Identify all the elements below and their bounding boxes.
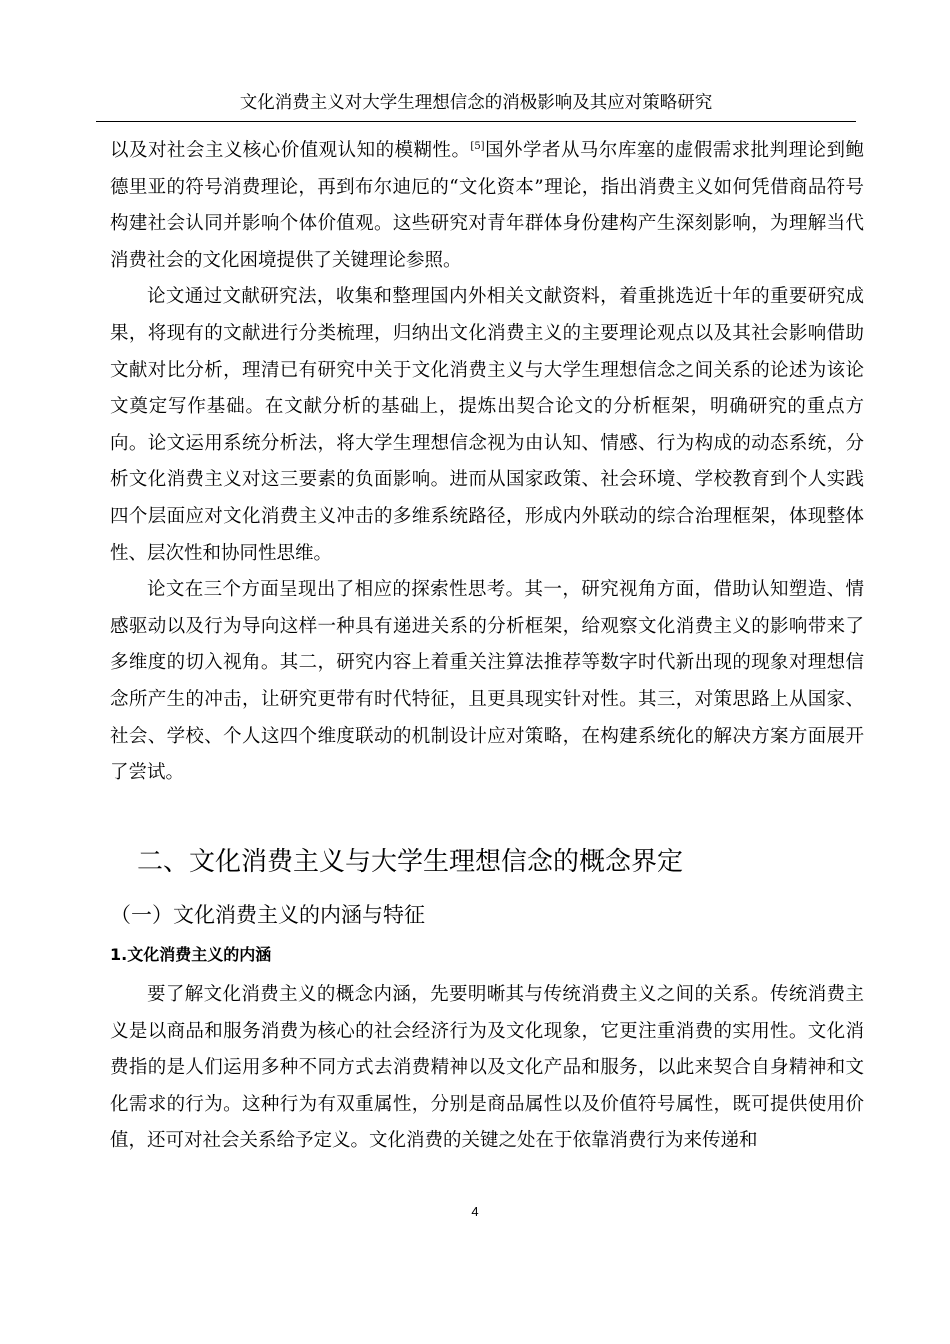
page-number: 4 [471, 1204, 479, 1219]
section-heading: （一）文化消费主义的内涵与特征 [110, 903, 425, 927]
paragraph-1-text-b: 国外学者从马尔库塞的虚假需求批判理论到鲍德里亚的符号消费理论，再到布尔迪厄的“文化资本”理论，指出消费主义如何凭借商品符号构建社会认同并影响个体价值观。这些研究对青年群体身份建构产生深刻影响，为理解当代消费社会的文化困境提供了关键理论参照。 [110, 140, 864, 271]
body-section-2 [110, 977, 864, 1160]
citation-marker: [5] [470, 140, 485, 152]
paragraph-4: 要了解文化消费主义的概念内涵，先要明晰其与传统消费主义之间的关系。传统消费主义是以商品和服务消费为核心的社会经济行为及文化现象，它更注重消费的实用性。文化消费指的是人们运用多种不同方式去消费精神以及文化产品和服务，以此来契合自身精神和文化需求的行为。这种行为有双重属性，分别是商品属性以及价值符号属性，既可提供使用价值，还可对社会关系给予定义。文化消费的关键之处在于依靠消费行为来传递和 [110, 984, 864, 1152]
running-title: 文化消费主义对大学生理想信念的消极影响及其应对策略研究 [239, 93, 713, 113]
paragraph-2: 论文通过文献研究法，收集和整理国内外相关文献资料，着重挑选近十年的重要研究成果，将现有的文献进行分类梳理，归纳出文化消费主义的主要理论观点以及其社会影响借助文献对比分析，理清已有研究中关于文化消费主义与大学生理想信念之间关系的论述为该论文奠定写作基础。在文献分析的基础上，提炼出契合论文的分析框架，明确研究的重点方向。论文运用系统分析法，将大学生理想信念视为由认知、情感、行为构成的动态系统，分析文化消费主义对这三要素的负面影响。进而从国家政策、社会环境、学校教育到个人实践四个层面应对文化消费主义冲击的多维系统路径，形成内外联动的综合治理框架，体现整体性、层次性和协同性思维。 [110, 286, 864, 564]
chapter-heading: 二、文化消费主义与大学生理想信念的概念界定 [137, 847, 684, 877]
running-header [96, 92, 856, 122]
paragraph-1 [110, 133, 864, 279]
subsection-heading: 1.文化消费主义的内涵 [110, 945, 272, 964]
paragraph-1-text-a: 以及对社会主义核心价值观认知的模糊性。 [110, 140, 471, 161]
body-section-1 [110, 133, 864, 792]
paragraph-3: 论文在三个方面呈现出了相应的探索性思考。其一，研究视角方面，借助认知塑造、情感驱动以及行为导向这样一种具有递进关系的分析框架，给观察文化消费主义的影响带来了多维度的切入视角。其二，研究内容上着重关注算法推荐等数字时代新出现的现象对理想信念所产生的冲击，让研究更带有时代特征，且更具现实针对性。其三，对策思路上从国家、社会、学校、个人这四个维度联动的机制设计应对策略，在构建系统化的解决方案方面展开了尝试。 [110, 579, 864, 784]
